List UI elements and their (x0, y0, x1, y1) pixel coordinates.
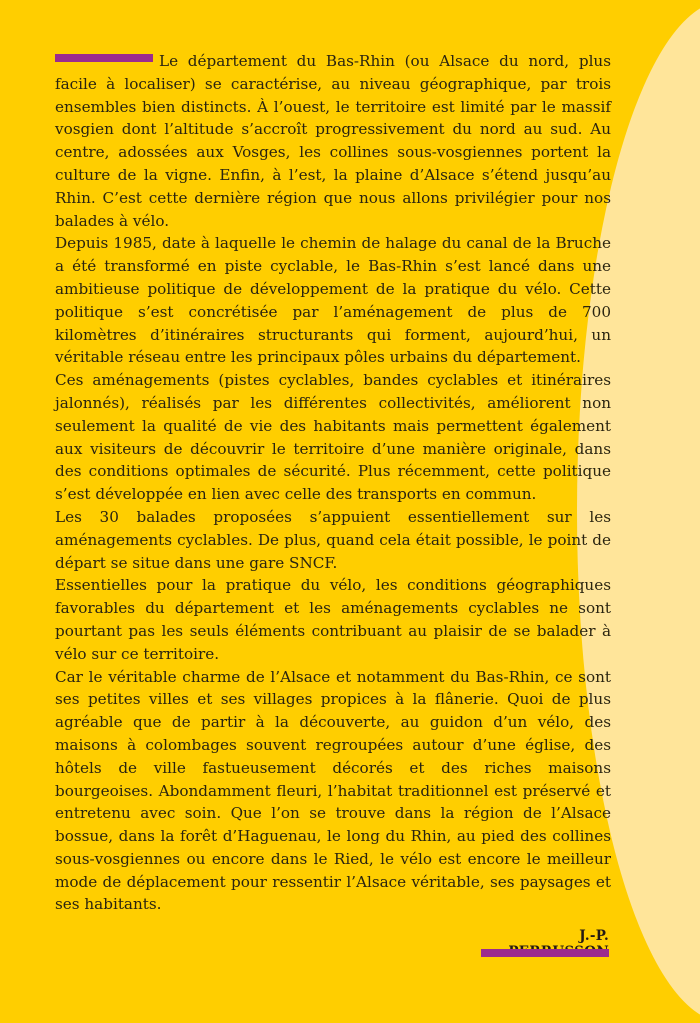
author-signature: J.-P. (579, 928, 609, 944)
paragraph: Essentielles pour la pratique du vélo, les conditions géographiques favorables du département et les aménagements cyclables ne sont pourtant pas les seuls éléments contribuant au plaisir de se balader à vélo sur ce territoire. (55, 576, 611, 663)
signature-accent-bar (481, 949, 609, 957)
paragraph: Depuis 1985, date à laquelle le chemin de halage du canal de la Bruche a été transformé en piste cyclable, le Bas-Rhin s’est lancé dans une ambitieuse politique de développement de la pratique du vélo. Cette politique s’est concrétisée par l’aménagement de plus de 700 kilomètres d’itinéraires structurants qui forment, aujourd’hui, un véritable réseau entre les principaux pôles urbains du département. (55, 234, 611, 367)
intro-text (55, 50, 611, 916)
intro-accent-bar (55, 54, 153, 62)
paragraph: Car le véritable charme de l’Alsace et notamment du Bas-Rhin, ce sont ses petites villes et ses villages propices à la flânerie. Quoi de plus agréable que de partir à la découverte, au guidon d’un vélo, des maisons à colombages souvent regroupées autour d’une église, des hôtels de ville fastueusement décorés et des riches maisons bourgeoises. Abondamment fleuri, l’habitat traditionnel est préservé et entretenu avec soin. Que l’on se trouve dans la région de l’Alsace bossue, dans la forêt d’Haguenau, le long du Rhin, au pied des collines sous-vosgiennes ou encore dans le Ried, le vélo est encore le meilleur mode de déplacement pour ressentir l’Alsace véritable, ses paysages et ses habitants. (55, 667, 611, 914)
paragraph-text: Le département du Bas-Rhin (ou Alsace du nord, plus facile à localiser) se caractérise, au niveau géographique, par trois ensembles bien distincts. À l’ouest, le territoire est limité par le massif vosgien dont l’altitude s’accroît progressivement du nord au sud. Au centre, adossées aux Vosges, les collines sous-vosgiennes portent la culture de la vigne. Enfin, à l’est, la plaine d’Alsace s’étend jusqu’au Rhin. C’est cette dernière région que nous allons privilégier pour nos balades à vélo. (55, 52, 611, 230)
paragraph: Ces aménagements (pistes cyclables, bandes cyclables et itinéraires jalonnés), réalisés par les différentes collectivités, améliorent non seulement la qualité de vie des habitants mais permettent également aux visiteurs de découvrir le territoire d’une manière originale, dans des conditions optimales de sécurité. Plus récemment, cette politique s’est développée en lien avec celle des transports en commun. (55, 371, 611, 504)
paragraph: Les 30 balades proposées s’appuient essentiellement sur les aménagements cyclables. De plus, quand cela était possible, le point de départ se situe dans une gare SNCF. (55, 507, 611, 572)
paragraph (55, 50, 611, 232)
